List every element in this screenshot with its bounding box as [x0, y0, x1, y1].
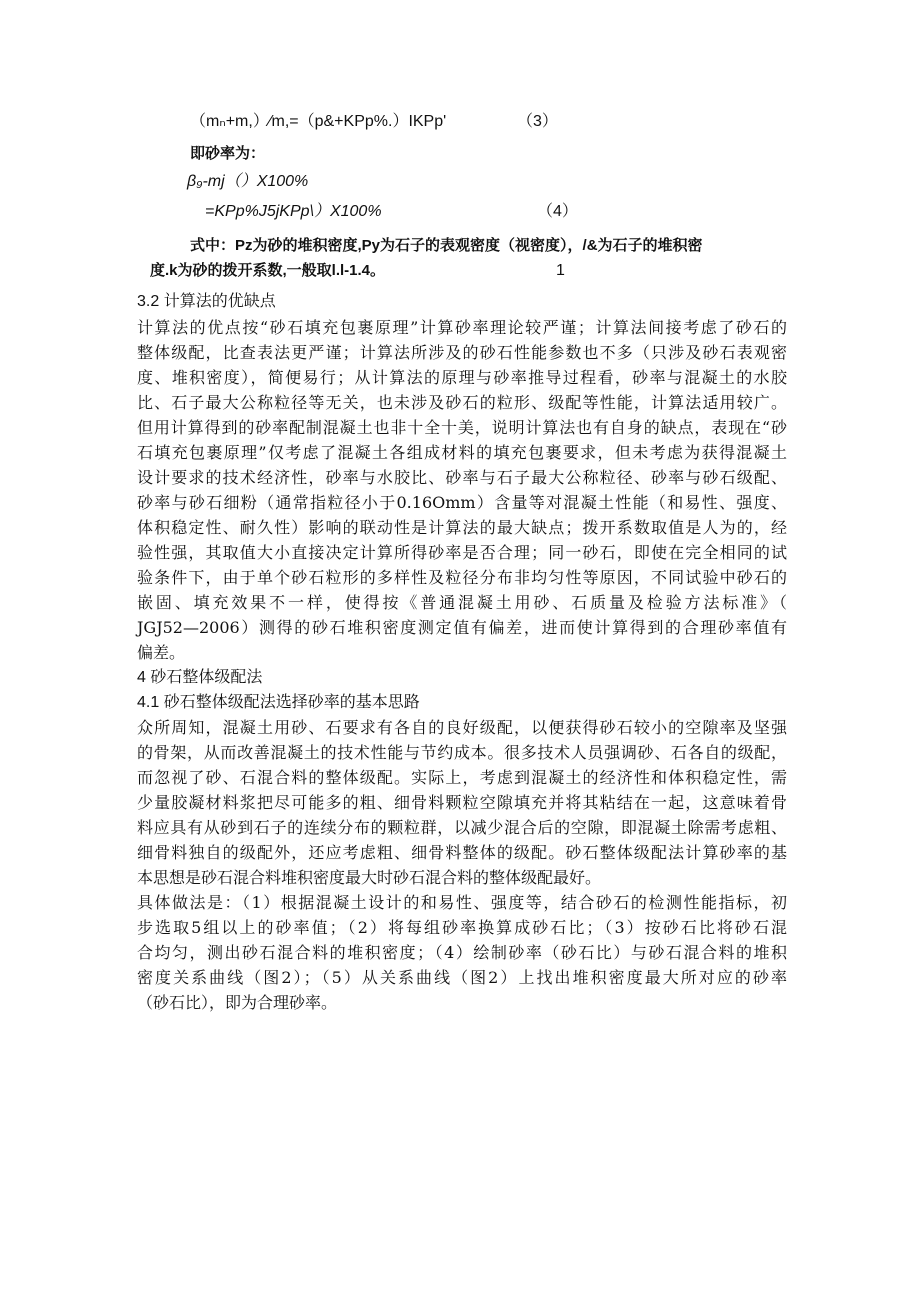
equation-4-line2: =KPp%J5jKPp\）X100% — [205, 203, 382, 220]
sand-ratio-intro: 即砂率为： — [190, 144, 266, 162]
paragraph-line: 少量胶凝材料浆把尽可能多的粗、细骨料颗粒空隙填充并将其粘结在一起，这意味着骨 — [137, 793, 787, 812]
paragraph-line: 整体级配，比查表法更严谨；计算法所涉及的砂石性能参数也不多（只涉及砂石表观密 — [137, 343, 787, 362]
paragraph-line: 砂率与砂石细粉（通常指粒径小于0.16Omm）含量等对混凝土性能（和易性、强度、 — [137, 493, 787, 512]
paragraph-line: 偏差。 — [137, 643, 186, 662]
paragraph-line: 验性强，其取值大小直接决定计算所得砂率是否合理；同一砂石，即使在完全相同的试 — [137, 543, 787, 562]
section-4-heading: 4 砂石整体级配法 — [137, 669, 263, 686]
paragraph-line: （砂石比），即为合理砂率。 — [137, 993, 338, 1012]
paragraph-line: JGJ52—2006）测得的砂石堆积密度测定值有偏差，进而使计算得到的合理砂率值有 — [137, 618, 787, 637]
equation-3 — [190, 110, 446, 134]
paragraph-line: 合均匀，测出砂石混合料的堆积密度；（4）绘制砂率（砂石比）与砂石混合料的堆积 — [137, 943, 787, 962]
paragraph-line: 但用计算得到的砂率配制混凝土也非十全十美，说明计算法也有自身的缺点，表现在“砂 — [137, 418, 787, 437]
equation-4-number: （4） — [537, 203, 578, 220]
paragraph-line: 细骨料独自的级配外，还应考虑粗、细骨料整体的级配。砂石整体级配法计算砂率的基 — [137, 843, 787, 862]
paragraph-line: 而忽视了砂、石混合料的整体级配。实际上，考虑到混凝土的经济性和体积稳定性，需 — [137, 768, 787, 787]
paragraph-line: 度、堆积密度），简便易行；从计算法的原理与砂率推导过程看，砂率与混凝土的水胶 — [137, 368, 787, 387]
paragraph-line: 密度关系曲线（图2）；（5）从关系曲线（图2）上找出堆积密度最大所对应的砂率 — [137, 968, 787, 987]
equation-3-number: （3） — [517, 113, 558, 130]
formula-explanation-line1: 式中：Pz为砂的堆积密度,Py为石子的表观密度（视密度），/&为石子的堆积密 — [190, 237, 703, 254]
paragraph-line: 本思想是砂石混合料堆积密度最大时砂石混合料的整体级配最好。 — [137, 868, 602, 887]
paragraph-line: 验条件下，由于单个砂石粒形的多样性及粒径分布非均匀性等原因，不同试验中砂石的 — [137, 568, 787, 587]
equation-3-text: （mₙ+m,）∕m,=（p&+KPp%.）IKPp' — [190, 113, 447, 130]
paragraph-line: 体积稳定性、耐久性）影响的联动性是计算法的最大缺点；拨开系数取值是人为的，经 — [137, 518, 787, 537]
equation-4-line1: β₉-mj（）X100% — [187, 173, 309, 190]
paragraph-line: 嵌固、填充效果不一样，使得按《普通混凝土用砂、石质量及检验方法标准》（ — [137, 593, 787, 612]
paragraph-line: 的骨架，从而改善混凝土的技术性能与节约成本。很多技术人员强调砂、石各自的级配， — [137, 743, 787, 762]
paragraph-line: 具体做法是：（1）根据混凝土设计的和易性、强度等，结合砂石的检测性能指标，初 — [137, 893, 787, 912]
formula-footnote-number: 1 — [556, 262, 565, 279]
section-4-1-heading: 4.1 砂石整体级配法选择砂率的基本思路 — [137, 694, 420, 711]
paragraph-line: 计算法的优点按“砂石填充包裹原理”计算砂率理论较严谨；计算法间接考虑了砂石的 — [137, 318, 787, 337]
paragraph-line: 设计要求的技术经济性，砂率与水胶比、砂率与石子最大公称粒径、砂率与砂石级配、 — [137, 468, 787, 487]
paragraph-line: 众所周知，混凝土用砂、石要求有各自的良好级配，以便获得砂石较小的空隙率及坚强 — [137, 718, 787, 737]
paragraph-line: 比、石子最大公称粒径等无关，也未涉及砂石的粒形、级配等性能，计算法适用较广。 — [137, 393, 787, 412]
paragraph-line: 步选取5组以上的砂率值；（2）将每组砂率换算成砂石比；（3）按砂石比将砂石混 — [137, 918, 787, 937]
paragraph-line: 料应具有从砂到石子的连续分布的颗粒群，以减少混合后的空隙，即混凝土除需考虑粗、 — [137, 818, 787, 837]
paragraph-line: 石填充包裹原理”仅考虑了混凝土各组成材料的填充包裹要求，但未考虑为获得混凝土 — [137, 443, 787, 462]
formula-explanation-line2: 度.k为砂的拨开系数,一般取l.l-1.4。 — [150, 262, 386, 279]
section-3-2-heading: 3.2 计算法的优缺点 — [137, 293, 276, 310]
